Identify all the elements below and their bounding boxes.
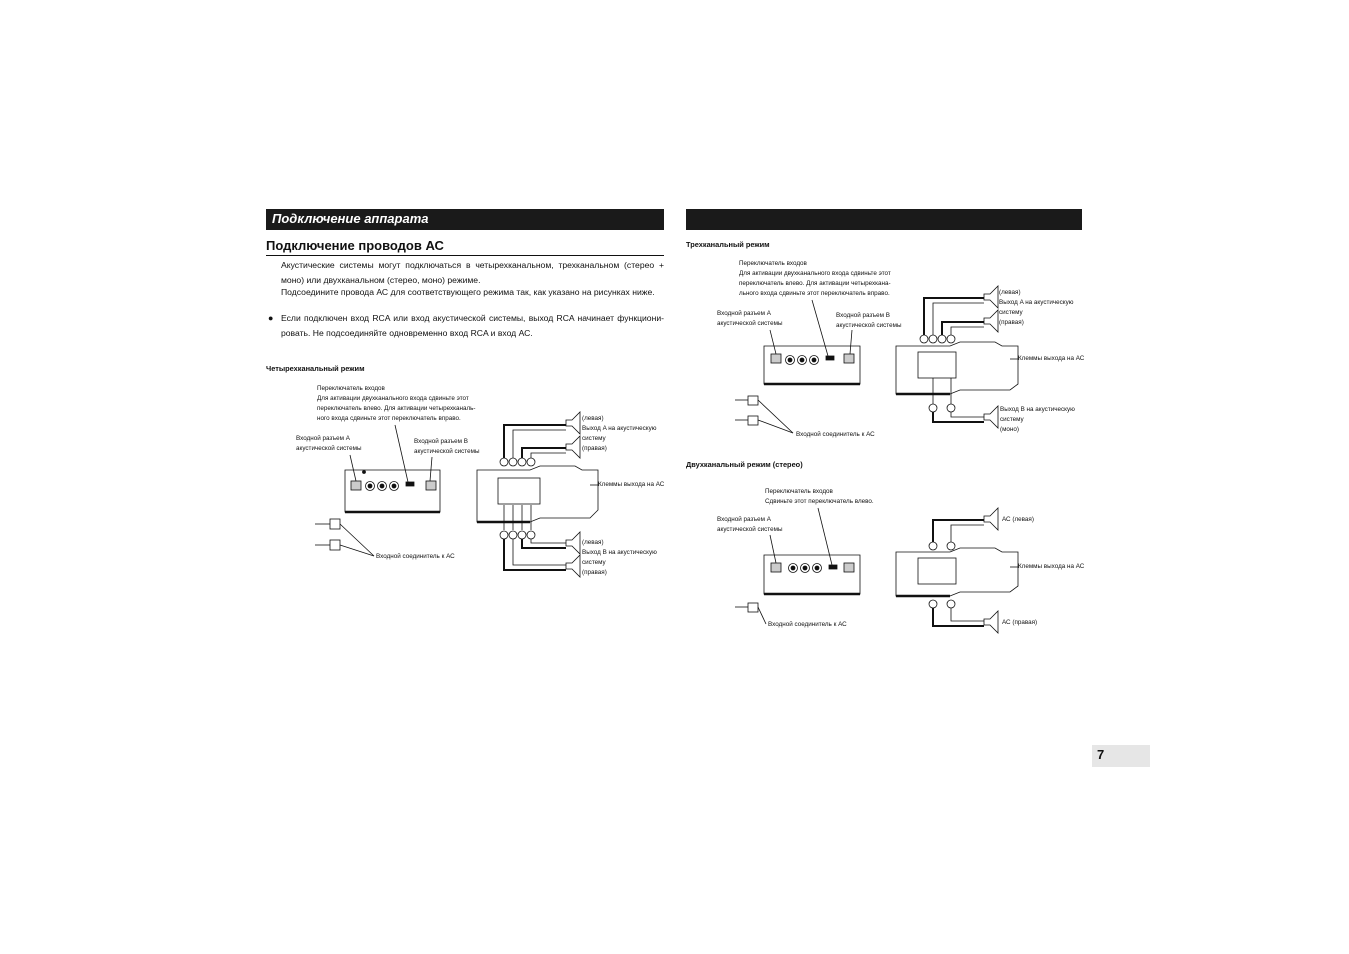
three-channel-diagram — [735, 286, 1018, 433]
input-a-label: акустической системы — [296, 445, 362, 452]
connector-label: Входной соединитель к АС — [768, 621, 847, 628]
input-b-label: акустической системы — [836, 322, 902, 329]
connector-label: Входной соединитель к АС — [796, 431, 875, 438]
switch-note: льного входа сдвиньте этот переключатель вправо. — [739, 290, 890, 297]
input-a-label: Входной разъем A — [717, 310, 771, 317]
input-a-label: Входной разъем A — [296, 435, 350, 442]
terminals-label: Клеммы выхода на АС — [1018, 355, 1085, 362]
output-b-label: систему — [582, 559, 606, 566]
output-a-left-label: (левая) — [582, 415, 604, 422]
intro-paragraph: Акустические системы могут подключаться в четырехканальном, трехканальном (стерео + моно) или двухканальном (стерео, моно) режиме. — [281, 260, 664, 285]
input-a-label: Входной разъем A — [717, 516, 771, 523]
three-channel-title: Трехканальный режим — [686, 240, 770, 249]
output-a-right-label: (правая) — [999, 319, 1024, 326]
intro-paragraph-2: Подсоедините провода АС для соответствующего режима так, как указано на рисунках ниже. — [281, 287, 655, 297]
output-b-mono-label: (моно) — [1000, 426, 1020, 433]
output-a-label: Выход A на акустическую — [582, 425, 657, 432]
output-b-right-label: (правая) — [582, 569, 607, 576]
page-heading: Подключение проводов АС — [266, 238, 444, 253]
input-a-label: акустической системы — [717, 320, 783, 327]
switch-label: Переключатель входов — [317, 385, 385, 392]
input-b-label: Входной разъем B — [836, 312, 890, 319]
switch-note: Для активации двухканального входа сдвиньте этот — [739, 270, 891, 277]
two-channel-diagram — [735, 508, 1018, 633]
output-b-label: Выход B на акустическую — [1000, 406, 1075, 413]
speaker-right-label: АС (правая) — [1002, 619, 1038, 626]
input-a-label: акустической системы — [717, 526, 783, 533]
bullet-icon: ● — [268, 313, 274, 323]
switch-note: Для активации двухканального входа сдвиньте этот — [317, 395, 469, 402]
switch-label: Переключатель входов — [739, 260, 807, 267]
switch-label: Переключатель входов — [765, 488, 833, 495]
note-paragraph: Если подключен вход RCA или вход акустической системы, выход RCA начинает функциони-ровать. Не подсоединяйте одновременно вход RCA и вход АС. — [281, 313, 664, 338]
section-title: Подключение аппарата — [272, 211, 429, 226]
terminals-label: Клеммы выхода на АС — [598, 481, 665, 488]
output-a-left-label: (левая) — [999, 289, 1021, 296]
switch-note: переключатель влево. Для активации четырехкана- — [739, 280, 891, 287]
page-number: 7 — [1097, 747, 1105, 762]
input-b-label: акустической системы — [414, 448, 480, 455]
output-a-label: систему — [999, 309, 1023, 316]
output-b-left-label: (левая) — [582, 539, 604, 546]
connector-label: Входной соединитель к АС — [376, 553, 455, 560]
four-channel-title: Четырехканальный режим — [266, 364, 365, 373]
terminals-label: Клеммы выхода на АС — [1018, 563, 1085, 570]
two-channel-title: Двухканальный режим (стерео) — [686, 460, 803, 469]
output-a-label: систему — [582, 435, 606, 442]
output-b-label: систему — [1000, 416, 1024, 423]
four-channel-diagram — [315, 412, 598, 577]
speaker-left-label: АС (левая) — [1002, 516, 1034, 523]
input-b-label: Входной разъем B — [414, 438, 468, 445]
switch-note: Сдвиньте этот переключатель влево. — [765, 498, 874, 505]
output-b-label: Выход B на акустическую — [582, 549, 657, 556]
switch-note: ного входа сдвиньте этот переключатель вправо. — [317, 415, 461, 422]
output-a-label: Выход A на акустическую — [999, 299, 1074, 306]
switch-note: переключатель влево. Для активации четырехканаль- — [317, 405, 476, 412]
output-a-right-label: (правая) — [582, 445, 607, 452]
